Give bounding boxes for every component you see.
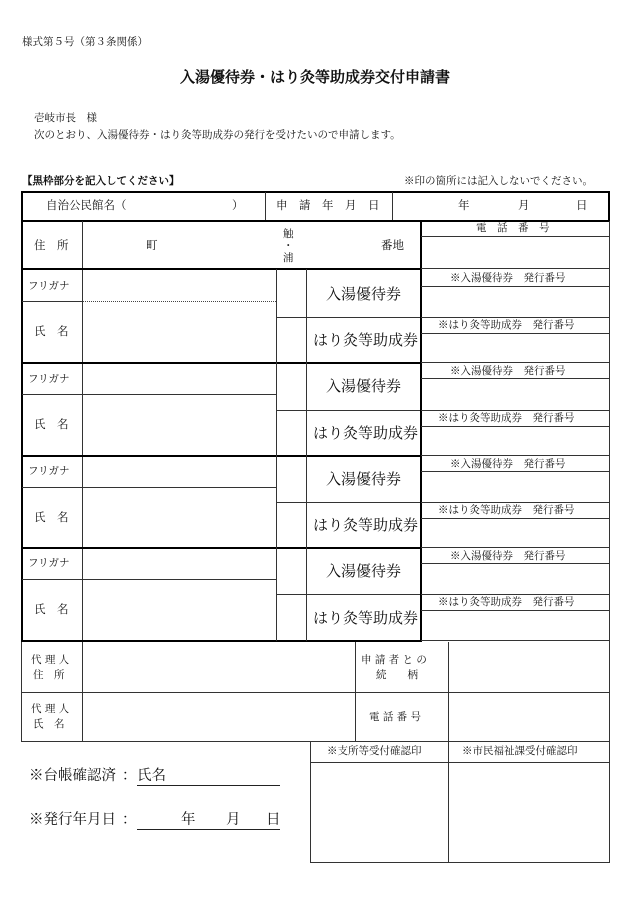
name-label: 氏 名 — [34, 324, 69, 338]
bath-number-label: ※入湯優待券 発行番号 — [450, 550, 566, 562]
furigana-label: フリガナ — [28, 280, 70, 292]
relation-label-1: 申 請 者 と の — [361, 654, 427, 666]
bath-ticket-label: 入湯優待券 — [326, 285, 402, 303]
furigana-label: フリガナ — [28, 465, 70, 477]
addressee: 壱岐市長 様 — [34, 112, 97, 124]
address-fure-bottom: 浦 — [283, 252, 294, 264]
acu-ticket-label: はり灸等助成券 — [313, 516, 419, 534]
issue-date-line — [137, 829, 280, 830]
address-fure-dot: ・ — [283, 240, 294, 252]
date-month: 月 — [518, 198, 530, 212]
furigana-label: フリガナ — [28, 557, 70, 569]
proxy-name-label-2: 氏 名 — [33, 718, 65, 730]
hall-label: 自治公民館名（ — [46, 198, 127, 212]
ledger-check-label: ※台帳確認済 — [29, 768, 116, 784]
acu-ticket-label: はり灸等助成券 — [313, 331, 419, 349]
furigana-label: フリガナ — [28, 373, 70, 385]
ledger-name-line — [137, 785, 280, 786]
acu-ticket-label: はり灸等助成券 — [313, 424, 419, 442]
ledger-colon: ： — [122, 768, 137, 784]
note-left: 【黒枠部分を記入してください】 — [22, 175, 180, 187]
bath-number-label: ※入湯優待券 発行番号 — [450, 458, 566, 470]
name-label: 氏 名 — [34, 602, 69, 616]
address-banchi: 番地 — [381, 238, 404, 252]
issue-day: 日 — [266, 812, 281, 828]
phone-label: 電 話 番 号 — [476, 222, 550, 234]
issue-date-label: ※発行年月日 — [29, 812, 116, 828]
proxy-address-label-2: 住 所 — [33, 669, 65, 681]
relation-label-2: 続 柄 — [376, 669, 418, 681]
date-label: 申 請 年 月 日 — [276, 198, 380, 212]
name-label: 氏 名 — [34, 417, 69, 431]
issue-year: 年 — [181, 812, 196, 828]
bath-ticket-label: 入湯優待券 — [326, 470, 402, 488]
proxy-name-label-1: 代 理 人 — [31, 703, 70, 715]
page-title: 入湯優待券・はり灸等助成券交付申請書 — [179, 68, 450, 86]
acu-ticket-label: はり灸等助成券 — [313, 609, 419, 627]
acu-number-label: ※はり灸等助成券 発行番号 — [438, 596, 575, 608]
acu-number-label: ※はり灸等助成券 発行番号 — [438, 412, 575, 424]
date-year: 年 — [458, 198, 470, 212]
note-right: ※印の箇所には記入しないでください。 — [404, 175, 593, 187]
proxy-address-label-1: 代 理 人 — [31, 654, 70, 666]
address-label: 住 所 — [34, 238, 69, 252]
bath-ticket-label: 入湯優待券 — [326, 377, 402, 395]
issue-colon: ： — [122, 812, 137, 828]
bath-number-label: ※入湯優待券 発行番号 — [450, 365, 566, 377]
acu-number-label: ※はり灸等助成券 発行番号 — [438, 319, 575, 331]
date-day: 日 — [576, 198, 588, 212]
issue-month: 月 — [226, 812, 241, 828]
proxy-phone-label: 電 話 番 号 — [369, 711, 422, 723]
bath-ticket-label: 入湯優待券 — [326, 562, 402, 580]
ledger-name-label: 氏名 — [137, 768, 166, 784]
branch-stamp-label: ※支所等受付確認印 — [327, 745, 422, 757]
address-fure-top: 触 — [283, 228, 294, 240]
acu-number-label: ※はり灸等助成券 発行番号 — [438, 504, 575, 516]
address-town: 町 — [146, 238, 158, 252]
welfare-stamp-label: ※市民福祉課受付確認印 — [462, 745, 578, 757]
bath-number-label: ※入湯優待券 発行番号 — [450, 272, 566, 284]
intro-text: 次のとおり、入湯優待券・はり灸等助成券の発行を受けたいので申請します。 — [34, 129, 401, 141]
hall-close: ） — [232, 198, 244, 212]
name-label: 氏 名 — [34, 510, 69, 524]
form-number: 様式第５号（第３条関係） — [22, 36, 148, 48]
